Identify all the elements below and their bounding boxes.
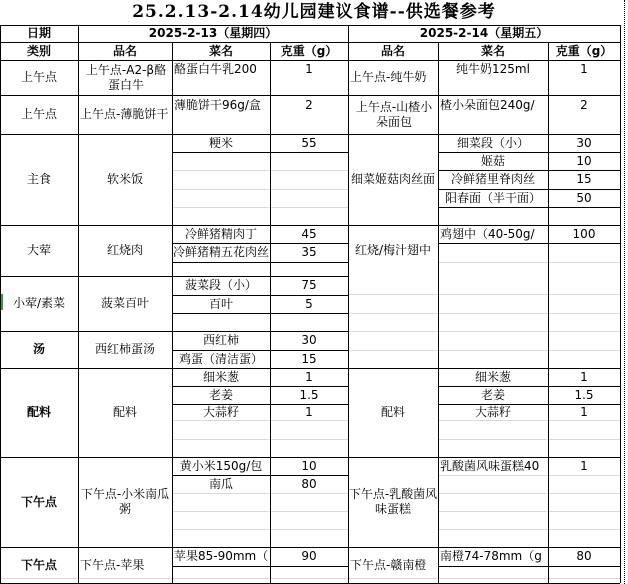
ingredient-cell: 南橙74-78mm（g xyxy=(440,549,542,563)
header-d1-dish: 品名 xyxy=(112,43,137,58)
weight-cell: 80 xyxy=(301,476,317,491)
ingredient-cell: 苹果85-90mm（ xyxy=(174,549,269,563)
category-cell: 上午点 xyxy=(20,70,57,84)
dish-cell: 上午点-A2-β酪蛋白牛 xyxy=(85,62,167,92)
category-cell: 主食 xyxy=(26,172,51,186)
header-category-label: 类别 xyxy=(26,43,51,58)
header-d2-weight: 克重（g） xyxy=(555,43,613,58)
header-d1-weight: 克重（g） xyxy=(280,43,338,58)
dish-cell: 红烧/梅汁翅中 xyxy=(354,243,432,257)
weight-cell: 15 xyxy=(301,351,317,366)
category-cell: 小荤/素菜 xyxy=(12,296,66,310)
ingredient-cell: 楂小朵面包240g/ xyxy=(440,97,535,112)
category-cell: 配料 xyxy=(26,405,51,419)
ingredient-cell: 鸡蛋（清洁蛋） xyxy=(178,351,263,366)
ingredient-cell: 乳酸菌风味蛋糕40 xyxy=(440,458,540,473)
dish-cell: 软米饭 xyxy=(106,172,143,186)
weight-cell: 30 xyxy=(576,135,592,150)
category-cell: 大荤 xyxy=(26,243,51,257)
header-day1: 2025-2-13（星期四） xyxy=(148,26,278,40)
ingredient-cell: 冷鲜猪精肉丁 xyxy=(184,226,257,241)
weight-cell: 1 xyxy=(580,369,588,384)
weight-cell: 80 xyxy=(576,549,592,563)
dish-cell: 西红柿蛋汤 xyxy=(94,342,155,356)
header-d2-ingredient: 菜名 xyxy=(480,43,505,58)
category-cell: 上午点 xyxy=(20,107,57,121)
ingredient-cell: 细菜段（小） xyxy=(456,135,529,150)
dish-cell: 配料 xyxy=(380,405,405,419)
weight-cell: 10 xyxy=(301,458,317,473)
category-cell: 汤 xyxy=(32,342,45,356)
page-title: 25.2.13-2.14幼儿园建议食谱--供选餐参考 xyxy=(132,2,496,22)
ingredient-cell: 薄脆饼干96g/盒 xyxy=(174,97,261,112)
weight-cell: 1 xyxy=(305,61,313,76)
weight-cell: 2 xyxy=(305,97,313,112)
ingredient-cell: 细米葱 xyxy=(202,369,239,384)
ingredient-cell: 百叶 xyxy=(208,296,233,311)
weight-cell: 35 xyxy=(301,245,317,259)
category-cell: 下午点 xyxy=(20,557,57,572)
category-cell: 下午点 xyxy=(20,494,57,509)
dish-cell: 上午点-薄脆饼干 xyxy=(80,107,169,121)
dish-cell: 下午点-苹果 xyxy=(80,557,145,572)
dish-cell: 菠菜百叶 xyxy=(100,296,149,310)
ingredient-cell: 粳米 xyxy=(208,135,233,150)
weight-cell: 1.5 xyxy=(574,387,594,402)
weight-cell: 100 xyxy=(572,226,596,241)
ingredient-cell: 冷鲜猪精五花肉丝 xyxy=(172,245,269,259)
ingredient-cell: 老姜 xyxy=(480,387,505,402)
weight-cell: 75 xyxy=(301,278,317,292)
header-d2-dish: 品名 xyxy=(380,43,405,58)
ingredient-cell: 西红柿 xyxy=(202,333,239,347)
dish-cell: 下午点-乳酸菌风味蛋糕 xyxy=(348,487,438,516)
weight-cell: 50 xyxy=(576,190,592,205)
weight-cell: 5 xyxy=(305,296,313,311)
weight-cell: 1 xyxy=(580,458,588,473)
header-day2: 2025-2-14（星期五） xyxy=(419,26,549,40)
ingredient-cell: 阳春面（半干面） xyxy=(444,190,541,205)
ingredient-cell: 冷鲜猪里脊肉丝 xyxy=(450,172,535,186)
dish-cell: 配料 xyxy=(112,405,137,419)
weight-cell: 10 xyxy=(576,153,592,168)
weight-cell: 55 xyxy=(301,135,317,150)
weight-cell: 1 xyxy=(580,404,588,419)
weight-cell: 1.5 xyxy=(299,387,319,402)
ingredient-cell: 南瓜 xyxy=(208,476,233,491)
ingredient-cell: 姬菇 xyxy=(480,153,505,168)
weight-cell: 30 xyxy=(301,333,317,347)
weight-cell: 1 xyxy=(305,369,313,384)
ingredient-cell: 酪蛋白牛乳200 xyxy=(174,61,257,76)
dish-cell: 上午点-纯牛奶 xyxy=(350,70,427,84)
header-d1-ingredient: 菜名 xyxy=(208,43,233,58)
ingredient-cell: 纯牛奶125ml xyxy=(456,61,530,76)
dish-cell: 红烧肉 xyxy=(106,243,143,257)
weight-cell: 90 xyxy=(301,549,317,563)
ingredient-cell: 大蒜籽 xyxy=(202,404,239,419)
ingredient-cell: 大蒜籽 xyxy=(474,404,511,419)
ingredient-cell: 黄小米150g/包 xyxy=(179,458,263,473)
header-date-label: 日期 xyxy=(26,26,51,40)
ingredient-cell: 鸡翅中（40-50g/ xyxy=(440,226,535,241)
weight-cell: 2 xyxy=(580,97,588,112)
dish-cell: 细菜姬菇肉丝面 xyxy=(350,172,435,186)
weight-cell: 1 xyxy=(305,404,313,419)
dish-cell: 下午点-赣南橙 xyxy=(350,557,427,572)
weight-cell: 1 xyxy=(580,61,588,76)
ingredient-cell: 菠菜段（小） xyxy=(184,278,257,292)
dish-cell: 上午点-山楂小朵面包 xyxy=(355,99,433,129)
dish-cell: 下午点-小米南瓜粥 xyxy=(80,487,170,516)
ingredient-cell: 老姜 xyxy=(208,387,233,402)
weight-cell: 15 xyxy=(576,172,592,186)
ingredient-cell: 细米葱 xyxy=(474,369,511,384)
weight-cell: 45 xyxy=(301,226,317,241)
